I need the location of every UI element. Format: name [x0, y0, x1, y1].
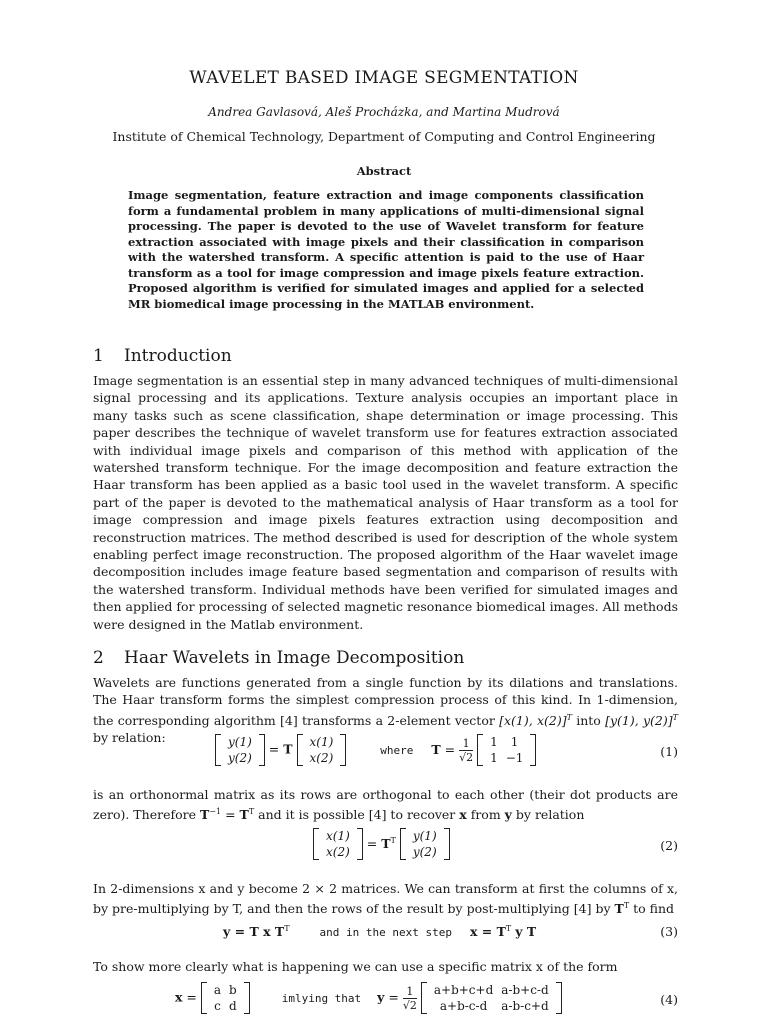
x-12: b	[229, 983, 237, 997]
equation-1: y(1) y(2) = T x(1) x(2) where T = $\frac{1}{√2}$ 1 1 1 −1 (1)	[93, 734, 678, 774]
section-2-para-3: In 2-dimensions x and y become 2 × 2 matrices. We can transform at first the columns of x, by pre-multiplying by T, and then the rows of the result by post-multiplying [4] by $T^T$ to find	[93, 881, 678, 917]
section-number: 1	[93, 346, 104, 366]
x-21: c	[214, 999, 221, 1013]
x-22: d	[229, 999, 237, 1013]
eq1-frac-den: √2	[459, 750, 474, 764]
T-12: 1	[510, 735, 519, 749]
eq3-right-end: y T	[515, 924, 537, 940]
text-fragment: from	[470, 807, 501, 823]
eq1-rhs-2: x(2)	[309, 751, 334, 765]
equation-number: (3)	[660, 924, 678, 939]
section-2-intro: Wavelets are functions generated from a single function by its dilations and translations. The Haar transform forms the simplest compression process of this kind. In 1-dimension, the corresponding algorithm [4] transforms a 2-element vector [x(1), x(2)]$^T$ into [y(1), y(2)]$^T$ by relation:	[93, 675, 678, 746]
word-by-relation: by relation:	[93, 730, 166, 746]
eq2-rhs-1: y(1)	[412, 829, 437, 843]
equation-2: x(1) x(2) = $T^T$ y(1) y(2) (2)	[93, 828, 678, 868]
T-11: 1	[490, 735, 498, 749]
abstract-text: Image segmentation, feature extraction and image components classification form a fundamental problem in many applications of multi-dimensional signal processing. The paper is devoted to the use of Wavelet transform for feature extraction associated with image pixels and their classification in comparison with the watershed transform. A specific attention is paid to the use of Haar transform as a tool for image compression and image pixels feature extraction. Proposed algorithm is verified for simulated images and applied for a selected MR biomedical image processing in the MATLAB environment.	[128, 188, 644, 311]
equation-number: (4)	[660, 992, 678, 1007]
eq1-frac-num: 1	[462, 736, 470, 750]
y-12: a-b+c-d	[501, 983, 549, 997]
T-22: −1	[505, 751, 524, 765]
y-22: a-b-c+d	[501, 999, 549, 1013]
matrix-T	[477, 734, 536, 766]
text-fragment: to find	[633, 901, 675, 917]
section-2-text: Wavelets are functions generated from a single function by its dilations and translations. The Haar transform forms the simplest compression process of this kind. In 1-dimension, the corresponding algorithm [4] transforms a 2-element vector	[93, 675, 678, 728]
y-21: a+b-c-d	[439, 999, 488, 1013]
text-fragment: In 2-dimensions x and y become 2 × 2 matrices. We can transform at first the columns of x, by pre-multiplying by T, and then the rows of the result by post-multiplying [4] by	[93, 881, 678, 917]
section-number: 2	[93, 648, 104, 668]
section-1-body: Image segmentation is an essential step in many advanced techniques of multi-dimensional signal processing and its applications. Texture analysis occupies an important place in many tasks such as scene classification, shape determination or image processing. This paper describes the technique of wavelet transform use for features extraction associated with individual image pixels and comparison of this method with application of the watershed transform technique. For the image decomposition and feature extraction the Haar transform has been applied as a basic tool used in the wavelet transform. A specific part of the paper is devoted to the mathematical analysis of Haar transform as a tool for image compression and image pixels features extraction using decomposition and reconstruction matrices. The method described is used for description of the whole system enabling perfect image reconstruction. The proposed algorithm of the Haar wavelet image decomposition includes image feature based segmentation and comparison of results with the watershed transform. Individual methods have been verified for simulated images and then applied for processing of selected magnetic resonance biomedical images. All methods were designed in the Matlab environment.	[93, 373, 678, 632]
section-1-heading	[93, 346, 232, 366]
section-2-heading	[93, 648, 464, 668]
eq2-lhs-2: x(2)	[326, 845, 350, 859]
abstract-heading: Abstract	[356, 164, 412, 178]
text-fragment: is an orthonormal matrix as its rows are orthogonal to each other (their dot products are zero). Therefore	[93, 787, 678, 823]
equation-number: (2)	[660, 838, 678, 853]
section-title: Haar Wavelets in Image Decomposition	[124, 648, 465, 668]
eq3-mid: and in the next step	[319, 926, 452, 940]
word-into: into	[576, 712, 601, 728]
eq3-left: y = T x T	[223, 924, 285, 940]
matrix-x	[201, 982, 250, 1014]
paper-affiliation: Institute of Chemical Technology, Department of Computing and Control Engineering	[112, 129, 656, 144]
eq1-rhs-1: x(1)	[309, 735, 334, 749]
x-11: a	[213, 983, 222, 997]
equation-3: y = T x $T^T$ and in the next step $x = T^T$ y T (3)	[223, 924, 678, 940]
eq1-lhs-2: y(2)	[228, 751, 252, 765]
T-21: 1	[490, 751, 498, 765]
eq1-lhs-1: y(1)	[228, 735, 252, 749]
matrix-y	[421, 982, 562, 1014]
y-11: a+b+c+d	[433, 983, 494, 997]
text-fragment: and it is possible [4] to recover	[258, 807, 456, 823]
text-fragment: by relation	[515, 807, 585, 823]
eq1-where: where	[380, 743, 414, 757]
eq4-mid: imlying that	[281, 991, 362, 1005]
eq4-frac-den: √2	[402, 998, 417, 1012]
section-2-para-4: To show more clearly what is happening we can use a specific matrix x of the form	[93, 959, 618, 974]
vector-y	[215, 734, 265, 766]
eq2-rhs-2: y(2)	[412, 845, 437, 859]
eq2-lhs-1: x(1)	[326, 829, 350, 843]
vector-x	[297, 734, 347, 766]
equation-4: x = a b c d imlying that y = $\frac{1}{√2}$ a+b+c+d a-b+c-d a+b-c-d a-b-c+d (4)	[175, 983, 678, 1013]
paper-authors: Andrea Gavlasová, Aleš Procházka, and Martina Mudrová	[208, 105, 560, 119]
eq1-fraction	[459, 737, 473, 764]
section-title: Introduction	[124, 346, 232, 366]
eq3-right: x = T	[469, 924, 506, 940]
section-2-para-2: is an orthonormal matrix as its rows are orthogonal to each other (their dot products are zero). Therefore $T^{-1} = T^T$ and it is possible [4] to recover x from y by relation	[93, 787, 678, 823]
paper-title: WAVELET BASED IMAGE SEGMENTATION	[189, 68, 579, 88]
equation-number: (1)	[660, 744, 678, 759]
eq4-frac-num: 1	[406, 984, 414, 998]
